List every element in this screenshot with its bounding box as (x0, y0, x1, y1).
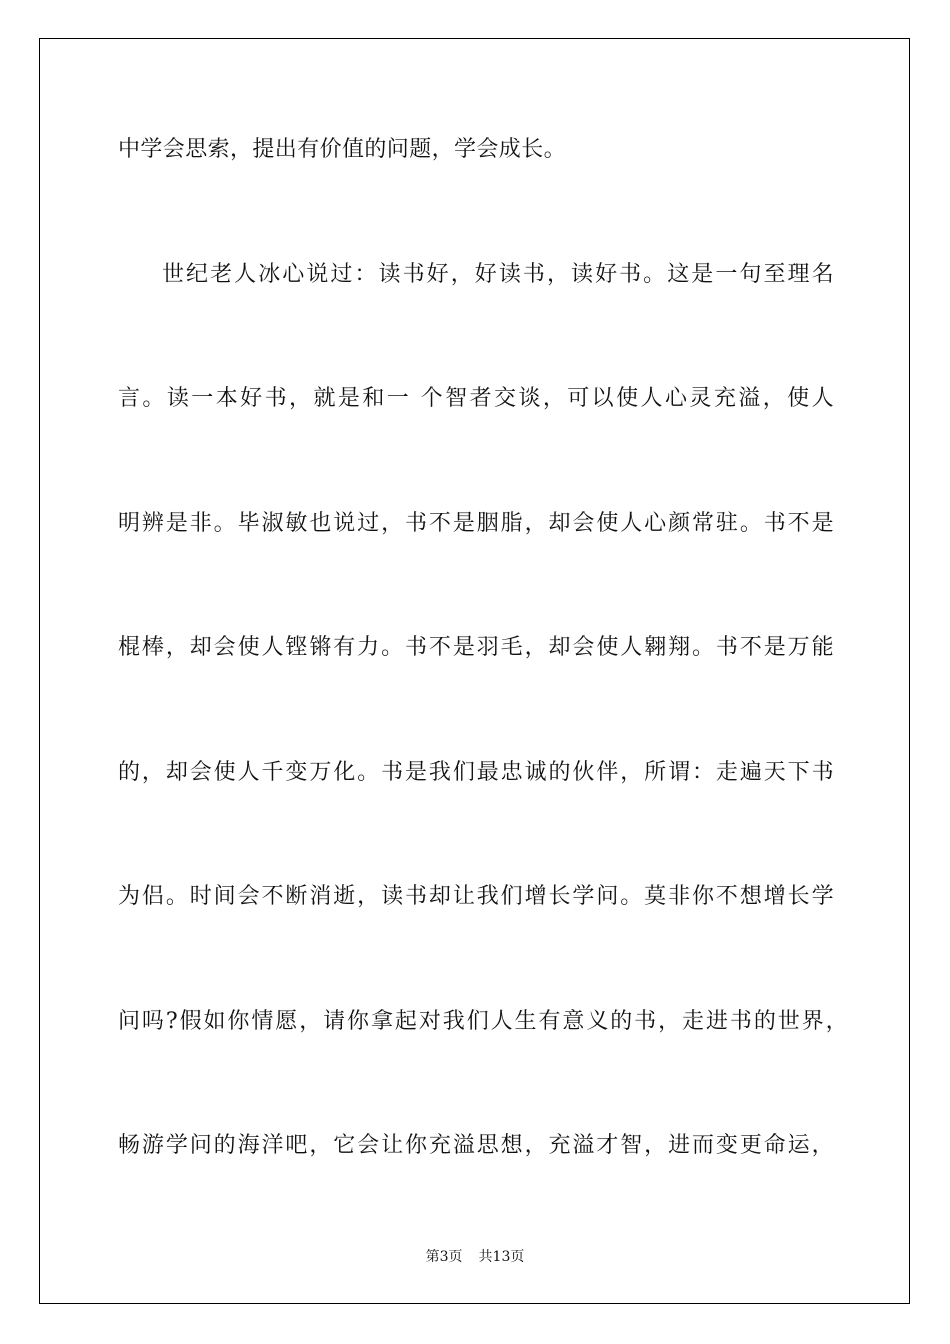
page-footer (0, 1246, 950, 1266)
text-line-1: 中学会思索，提出有价值的问题，学会成长。 (118, 137, 567, 162)
page-frame (39, 38, 910, 1304)
text-line-6: 的，却会使人千变万化。书是我们最忠诚的伙伴，所谓：走遍天下书 (118, 760, 834, 785)
page-number-current: 第3页 (425, 1249, 463, 1265)
text-line-5: 棍棒，却会使人铿锵有力。书不是羽毛，却会使人翱翔。书不是万能 (118, 635, 834, 660)
text-line-4: 明辨是非。毕淑敏也说过，书不是胭脂，却会使人心颜常驻。书不是 (118, 511, 834, 536)
text-line-2: 世纪老人冰心说过：读书好，好读书，读好书。这是一句至理名 (162, 262, 834, 287)
text-line-7: 为侣。时间会不断消逝，读书却让我们增长学问。莫非你不想增长学 (118, 884, 834, 909)
text-line-9: 畅游学问的海洋吧，它会让你充溢思想，充溢才智，进而变更命运， (118, 1133, 834, 1158)
text-line-8: 问吗?假如你情愿，请你拿起对我们人生有意义的书，走进书的世界， (118, 1009, 848, 1034)
page-number-total: 共13页 (478, 1249, 525, 1265)
text-line-3: 言。读一本好书，就是和一 个智者交谈，可以使人心灵充溢，使人 (118, 386, 834, 411)
